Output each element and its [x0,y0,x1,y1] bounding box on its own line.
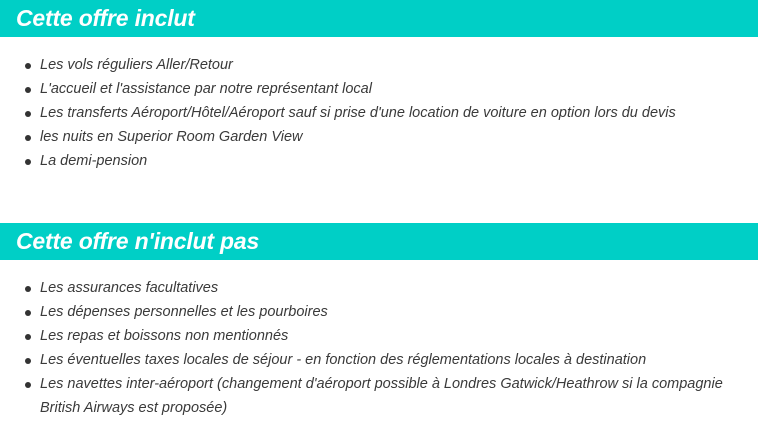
bullet-icon [25,87,31,93]
section-header-included [0,0,758,37]
bullet-icon [25,63,31,69]
bullet-icon [25,382,31,388]
section-header-excluded [0,223,758,260]
included-list [0,53,758,173]
bullet-icon [25,310,31,316]
bullet-icon [25,159,31,165]
bullet-icon [25,111,31,117]
list-item: La demi-pension [0,149,758,173]
list-item: Les repas et boissons non mentionnés [0,324,758,348]
list-item: Les navettes inter-aéroport (changement d'aéroport possible à Londres Gatwick/Heathrow si la compagnie British Airways est proposée) [0,372,758,420]
bullet-icon [25,334,31,340]
bullet-icon [25,286,31,292]
bullet-icon [25,135,31,141]
section-title-included: Cette offre inclut [16,5,195,31]
list-item: Les transferts Aéroport/Hôtel/Aéroport sauf si prise d'une location de voiture en option lors du devis [0,101,758,125]
bullet-icon [25,358,31,364]
list-item: L'accueil et l'assistance par notre représentant local [0,77,758,101]
list-item: les nuits en Superior Room Garden View [0,125,758,149]
excluded-list [0,276,758,420]
section-title-excluded: Cette offre n'inclut pas [16,228,260,254]
list-item: Les éventuelles taxes locales de séjour - en fonction des réglementations locales à destination [0,348,758,372]
list-item: Les dépenses personnelles et les pourboires [0,300,758,324]
list-item: Les assurances facultatives [0,276,758,300]
list-item: Les vols réguliers Aller/Retour [0,53,758,77]
